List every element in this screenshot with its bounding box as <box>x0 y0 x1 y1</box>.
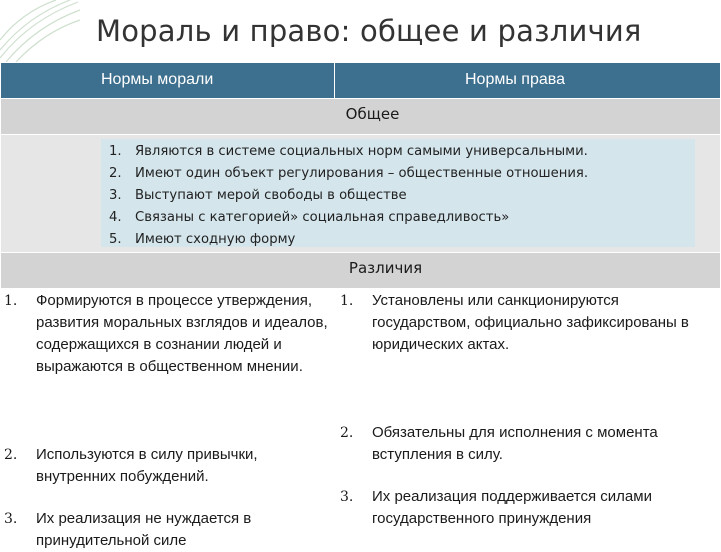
header-law: Нормы права <box>335 63 721 99</box>
list-item <box>109 163 695 185</box>
list-item <box>109 229 695 251</box>
page-title: Мораль и право: общее и различия <box>96 14 642 48</box>
morality-item-1 <box>4 290 334 378</box>
decorative-lines <box>0 0 80 62</box>
list-text: Связаны с категорией» социальная справедливость» <box>135 210 510 225</box>
list-text: Их реализация не нуждается в принудительной силе <box>36 510 252 549</box>
list-number: 1. <box>109 144 122 159</box>
list-item <box>109 185 695 207</box>
list-text: Формируются в процессе утверждения, развития моральных взглядов и идеалов, содержащихся в сознании людей и выражаются в общественном мнении. <box>36 292 328 375</box>
list-number: 2. <box>109 166 122 181</box>
section-differences-heading: Различия <box>1 253 721 289</box>
list-text: Выступают мерой свободы в обществе <box>135 188 407 203</box>
section-common-row <box>1 99 721 135</box>
list-text: Обязательны для исполнения с момента вступления в силу. <box>372 424 658 463</box>
list-text: Имеют сходную форму <box>135 232 296 247</box>
list-text: Установлены или санкционируются государством, официально зафиксированы в юридических актах. <box>372 292 689 353</box>
law-item-1 <box>340 290 712 356</box>
law-item-2 <box>340 422 716 466</box>
common-list-box <box>101 139 695 247</box>
list-number: 4. <box>109 210 122 225</box>
law-item-3 <box>340 486 716 530</box>
list-number: 3. <box>340 489 354 505</box>
common-content-row <box>1 135 721 253</box>
header-morality: Нормы морали <box>1 63 335 99</box>
list-item <box>109 141 695 163</box>
list-text: Имеют один объект регулирования – общественные отношения. <box>135 166 589 181</box>
list-number: 2. <box>4 447 18 463</box>
list-number: 3. <box>109 188 122 203</box>
morality-item-3 <box>4 508 334 552</box>
list-number: 5. <box>109 232 122 247</box>
morality-item-2 <box>4 444 334 488</box>
differences-content <box>0 282 720 549</box>
comparison-table <box>0 62 721 289</box>
table-header-row <box>1 63 721 99</box>
list-number: 1. <box>340 293 354 309</box>
list-text: Используются в силу привычки, внутренних побуждений. <box>36 446 258 485</box>
list-number: 2. <box>340 425 354 441</box>
list-text: Их реализация поддерживается силами государственного принуждения <box>372 488 652 527</box>
list-item <box>109 207 695 229</box>
list-number: 1. <box>4 293 18 309</box>
section-common-heading: Общее <box>1 99 721 135</box>
list-number: 3. <box>4 511 18 527</box>
common-list <box>109 141 695 251</box>
list-text: Являются в системе социальных норм самыми универсальными. <box>135 144 588 159</box>
